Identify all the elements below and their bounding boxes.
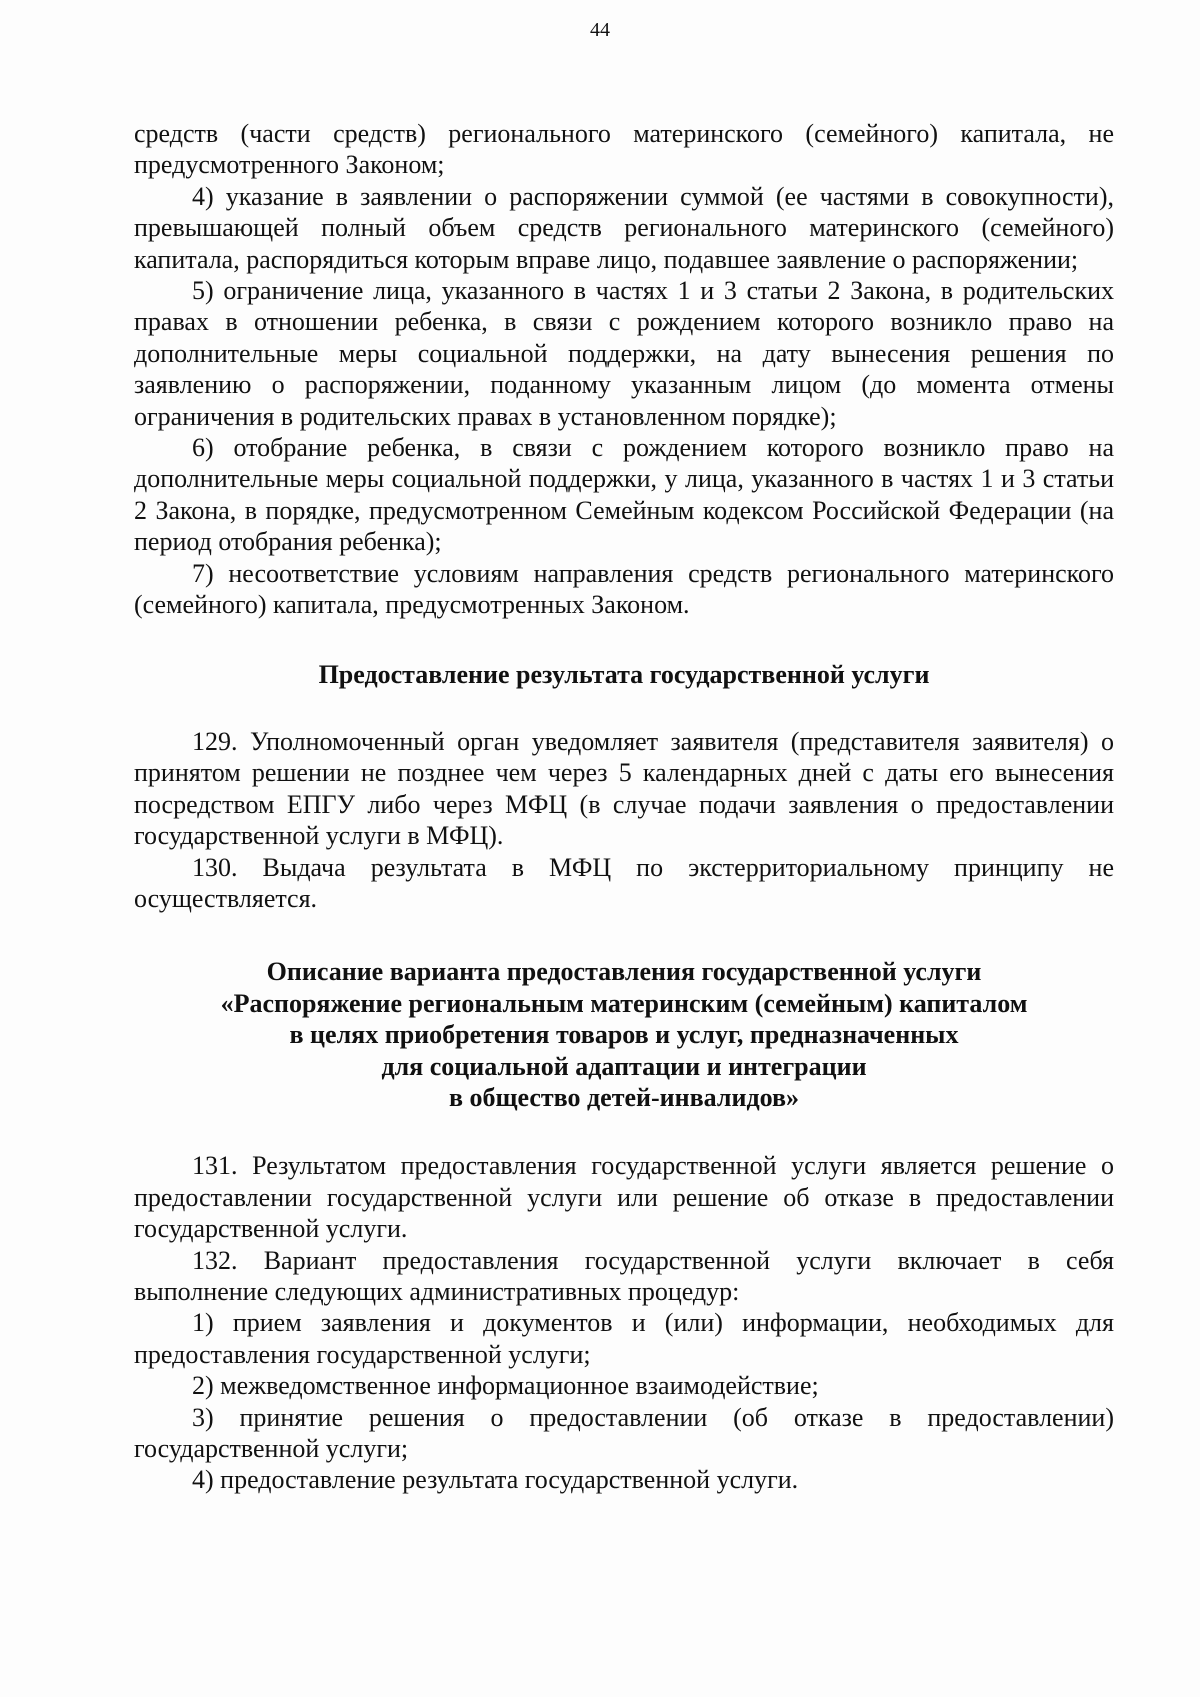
paragraph-130: 130. Выдача результата в МФЦ по экстерриториальному принципу не осуществляется. [134, 852, 1114, 913]
paragraph-continuation: средств (части средств) регионального материнского (семейного) капитала, не предусмотренного Законом; [134, 119, 1114, 180]
paragraph-129: 129. Уполномоченный орган уведомляет заявителя (представителя заявителя) о принятом решении не позднее чем через 5 календарных дней с даты его вынесения посредством ЕПГУ либо через МФЦ (в случае подачи заявления о предоставлении государственной услуги в МФЦ). [134, 726, 1114, 851]
heading-line: в целях приобретения товаров и услуг, предназначенных [289, 1020, 959, 1050]
procedure-item-4: 4) предоставление результата государственной услуги. [192, 1465, 799, 1495]
heading-line: Описание варианта предоставления государственной услуги [266, 957, 982, 987]
heading-line: в общество детей-инвалидов» [448, 1082, 799, 1112]
procedure-item-3: 3) принятие решения о предоставлении (об отказе в предоставлении) государственной услуги; [134, 1402, 1114, 1464]
page-number: 44 [590, 19, 610, 41]
section-heading-result: Предоставление результата государственной услуги [318, 659, 930, 689]
heading-line: «Распоряжение региональным материнским (семейным) капиталом [220, 988, 1028, 1018]
list-item-7: 7) несоответствие условиям направления средств регионального материнского (семейного) капитала, предусмотренных Законом. [134, 558, 1114, 620]
procedure-item-2: 2) межведомственное информационное взаимодействие; [192, 1371, 819, 1401]
paragraph-131: 131. Результатом предоставления государственной услуги является решение о предоставлении государственной услуги или решение об отказе в предоставлении государственной услуги. [134, 1151, 1114, 1244]
list-item-4: 4) указание в заявлении о распоряжении суммой (ее частями в совокупности), превышающей полный объем средств регионального материнского (семейного) капитала, распорядиться которым вправе лицо, подавшее заявление о распоряжении; [134, 181, 1114, 274]
list-item-6: 6) отобрание ребенка, в связи с рождением которого возникло право на дополнительные меры социальной поддержки, у лица, указанного в частях 1 и 3 статьи 2 Закона, в порядке, предусмотренном Семейным кодексом Российской Федерации (на период отобрания ребенка); [134, 433, 1114, 557]
list-item-5: 5) ограничение лица, указанного в частях 1 и 3 статьи 2 Закона, в родительских правах в отношении ребенка, в связи с рождением которого возникло право на дополнительные меры социальной поддержки, на дату вынесения решения по заявлению о распоряжении, поданному указанным лицом (до момента отмены ограничения в родительских правах в установленном порядке); [134, 276, 1114, 431]
heading-line: для социальной адаптации и интеграции [381, 1051, 867, 1081]
document-body [134, 118, 1114, 1496]
paragraph-132: 132. Вариант предоставления государственной услуги включает в себя выполнение следующих административных процедур: [134, 1245, 1114, 1306]
procedure-item-1: 1) прием заявления и документов и (или) информации, необходимых для предоставления государственной услуги; [134, 1308, 1114, 1369]
section-heading-variant [134, 956, 1114, 1113]
